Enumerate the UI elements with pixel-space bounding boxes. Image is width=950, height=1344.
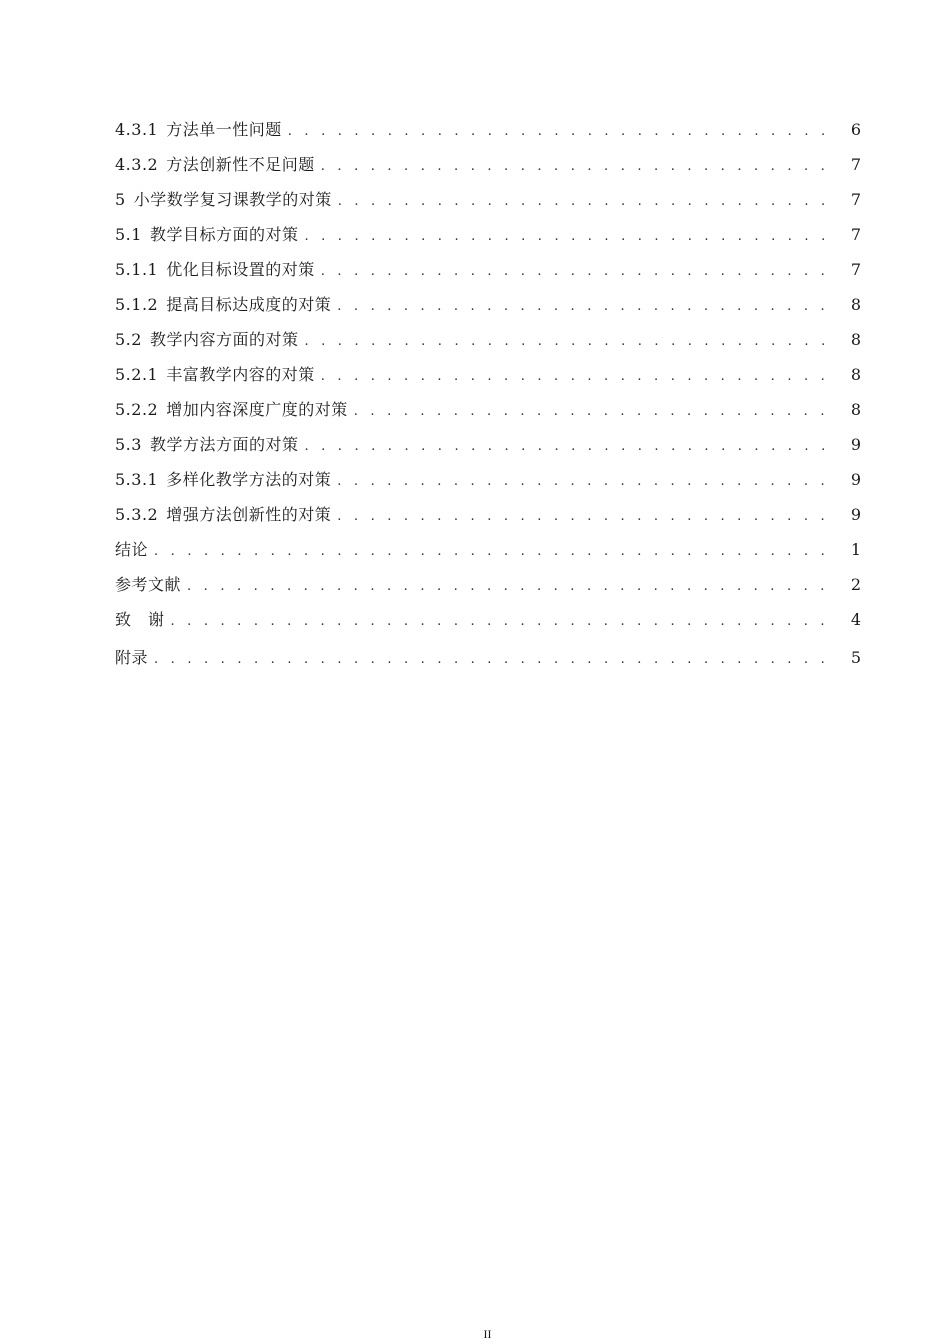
- toc-entry-page: 8: [850, 295, 861, 314]
- toc-entry-text: 增强方法创新性的对策: [166, 505, 332, 524]
- toc-entry-text: 提高目标达成度的对策: [166, 295, 332, 314]
- toc-leader-dots: [154, 534, 837, 569]
- toc-entry-page: 7: [850, 260, 861, 279]
- toc-entry-4-3-1[interactable]: [115, 112, 861, 147]
- toc-entry-5-1-2[interactable]: [115, 287, 861, 322]
- toc-entry-page: 9: [850, 470, 861, 489]
- toc-entry-title: 致 谢: [115, 610, 165, 629]
- toc-entry-page: 7: [850, 225, 861, 244]
- toc-entry-number: 5.2.2: [115, 400, 159, 419]
- toc-entry-number: 5.2: [115, 330, 142, 349]
- toc-entry-text: 方法创新性不足问题: [166, 155, 315, 174]
- toc-entry-title: [115, 427, 304, 462]
- toc-entry-text: 多样化教学方法的对策: [166, 470, 332, 489]
- toc-entry-page: 8: [850, 365, 861, 384]
- toc-entry-number: 5: [115, 190, 126, 209]
- toc-entry-number: 5.3.2: [115, 505, 159, 524]
- toc-entry-number: 5.1.2: [115, 295, 159, 314]
- page-number: II: [483, 1327, 492, 1341]
- toc-entry-title: 附录: [115, 648, 149, 667]
- toc-leader-dots: [321, 149, 837, 184]
- toc-entry-number: 4.3.1: [115, 120, 159, 139]
- toc-leader-dots: [187, 569, 837, 604]
- toc-leader-dots: [288, 114, 837, 149]
- toc-entry-page: 2: [850, 575, 861, 594]
- toc-leader-dots: [338, 184, 837, 219]
- toc-entry-title: [115, 322, 304, 357]
- toc-entry-references[interactable]: [115, 567, 861, 602]
- toc-entry-acknowledgements[interactable]: [115, 602, 861, 637]
- toc-entry-title: 结论: [115, 540, 149, 559]
- toc-entry-4-3-2[interactable]: [115, 147, 861, 182]
- toc-entry-number: 5.2.1: [115, 365, 159, 384]
- toc-entry-text: 教学内容方面的对策: [149, 330, 299, 349]
- toc-leader-dots: [304, 219, 837, 254]
- toc-entry-title: [115, 147, 321, 182]
- toc-entry-number: 5.1.1: [115, 260, 159, 279]
- toc-entry-text: 方法单一性问题: [166, 120, 282, 139]
- toc-leader-dots: [337, 464, 837, 499]
- toc-entry-5-3-2[interactable]: [115, 497, 861, 532]
- toc-entry-5-2-1[interactable]: [115, 357, 861, 392]
- toc-entry-title: [115, 392, 354, 427]
- toc-entry-title: 参考文献: [115, 575, 182, 594]
- toc-entry-text: 教学方法方面的对策: [149, 435, 299, 454]
- toc-leader-dots: [337, 289, 837, 324]
- toc-entry-title: [115, 357, 321, 392]
- toc-entry-page: 7: [850, 190, 861, 209]
- toc-leader-dots: [304, 429, 837, 464]
- toc-leader-dots: [321, 359, 837, 394]
- toc-entry-5-3[interactable]: [115, 427, 861, 462]
- toc-entry-appendix[interactable]: [115, 640, 861, 675]
- toc-entry-number: 5.1: [115, 225, 142, 244]
- toc-entry-title: [115, 112, 288, 147]
- toc-entry-5-1[interactable]: [115, 217, 861, 252]
- toc-entry-5-3-1[interactable]: [115, 462, 861, 497]
- toc-entry-title: [115, 182, 338, 217]
- toc-entry-title: [115, 462, 337, 497]
- toc-leader-dots: [321, 254, 837, 289]
- toc-entry-title: [115, 287, 337, 322]
- toc-entry-page: 6: [850, 120, 861, 139]
- toc-entry-page: 8: [850, 330, 861, 349]
- toc-entry-5-1-1[interactable]: [115, 252, 861, 287]
- toc-entry-5-2-2[interactable]: [115, 392, 861, 427]
- toc-entry-title: [115, 217, 304, 252]
- toc-entry-5[interactable]: [115, 182, 861, 217]
- table-of-contents: [115, 112, 861, 675]
- toc-leader-dots: [354, 394, 837, 429]
- toc-leader-dots: [304, 324, 837, 359]
- toc-entry-page: 9: [850, 505, 861, 524]
- toc-entry-title: [115, 497, 337, 532]
- toc-entry-5-2[interactable]: [115, 322, 861, 357]
- toc-entry-page: 4: [850, 610, 861, 629]
- toc-entry-text: 教学目标方面的对策: [149, 225, 299, 244]
- toc-leader-dots: [337, 499, 837, 534]
- toc-entry-number: 5.3: [115, 435, 142, 454]
- toc-entry-page: 7: [850, 155, 861, 174]
- toc-entry-page: 1: [850, 540, 861, 559]
- toc-entry-conclusion[interactable]: [115, 532, 861, 567]
- toc-entry-page: 9: [850, 435, 861, 454]
- toc-entry-number: 4.3.2: [115, 155, 159, 174]
- toc-entry-number: 5.3.1: [115, 470, 159, 489]
- toc-entry-page: 5: [850, 648, 861, 667]
- toc-leader-dots: [171, 604, 837, 639]
- toc-entry-text: 增加内容深度广度的对策: [166, 400, 348, 419]
- toc-entry-text: 优化目标设置的对策: [166, 260, 315, 279]
- toc-entry-page: 8: [850, 400, 861, 419]
- toc-entry-text: 丰富教学内容的对策: [166, 365, 315, 384]
- toc-entry-title: [115, 252, 321, 287]
- toc-entry-text: 小学数学复习课教学的对策: [133, 190, 332, 209]
- toc-leader-dots: [154, 642, 837, 677]
